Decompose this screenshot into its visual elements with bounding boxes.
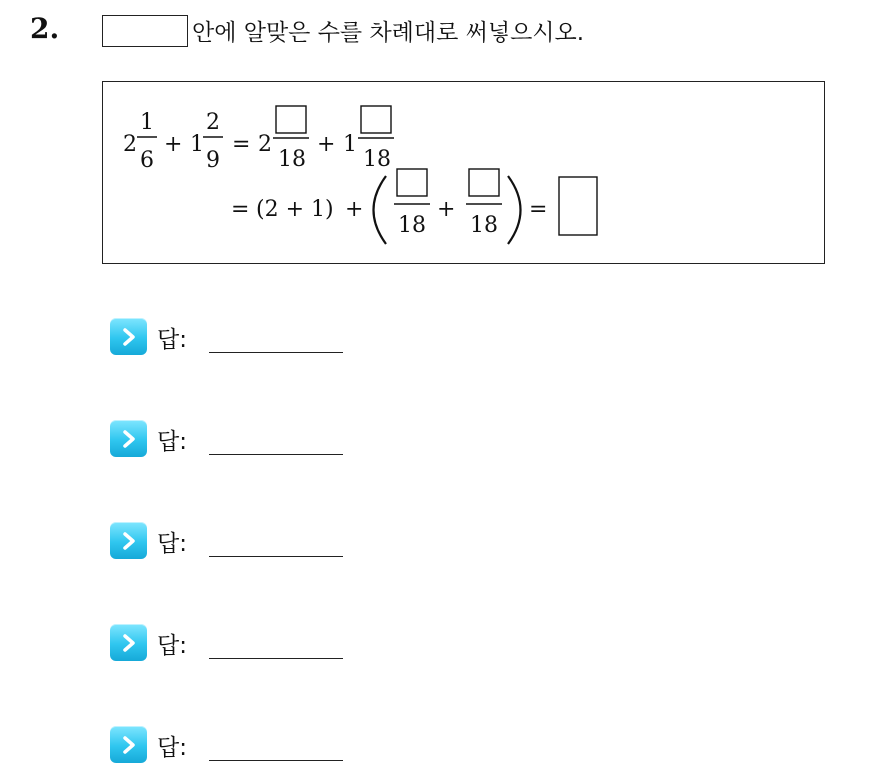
blank-numerator-2[interactable]	[361, 106, 391, 133]
answer-row	[110, 726, 343, 763]
answer-label: 답:	[157, 327, 187, 353]
chevron-right-icon	[110, 318, 147, 355]
frac2-denominator: 18	[470, 213, 498, 238]
answer-row	[110, 420, 343, 457]
blank-result-box[interactable]	[559, 177, 597, 235]
plus-sign-2: +	[317, 132, 336, 157]
instruction-text: 안에 알맞은 수를 차례대로 써넣으시오.	[192, 20, 585, 46]
answer-input-line[interactable]	[209, 658, 343, 659]
answer-label: 답:	[157, 633, 187, 659]
question-number: 2.	[30, 12, 60, 45]
math-expression	[103, 82, 826, 265]
mixed4-denominator: 18	[363, 147, 391, 172]
mixed2-numerator: 2	[206, 110, 220, 135]
mixed2-whole: 1	[190, 132, 204, 157]
mixed1-whole: 2	[123, 132, 137, 157]
answer-row	[110, 624, 343, 661]
plus-sign-1: +	[164, 132, 183, 157]
problem-box	[102, 81, 825, 264]
mixed3-denominator: 18	[278, 147, 306, 172]
instruction	[102, 14, 584, 47]
chevron-right-icon	[110, 420, 147, 457]
blank-numerator-3[interactable]	[397, 169, 427, 196]
instruction-blank-box	[102, 15, 188, 47]
answer-input-line[interactable]	[209, 556, 343, 557]
chevron-right-icon	[110, 522, 147, 559]
answer-input-line[interactable]	[209, 352, 343, 353]
mixed2-denominator: 9	[206, 148, 220, 173]
plus-sign-4: +	[437, 197, 456, 222]
mixed1-numerator: 1	[140, 110, 154, 135]
answer-input-line[interactable]	[209, 454, 343, 455]
blank-numerator-4[interactable]	[469, 169, 499, 196]
chevron-right-icon	[110, 726, 147, 763]
equals-sign-1: =	[232, 132, 251, 157]
frac1-denominator: 18	[398, 213, 426, 238]
left-paren	[374, 176, 387, 244]
answer-label: 답:	[157, 735, 187, 761]
mixed1-denominator: 6	[140, 148, 154, 173]
plus-sign-3: +	[345, 197, 364, 222]
answer-row	[110, 522, 343, 559]
right-paren	[508, 176, 521, 244]
equals-sign-2: =	[231, 197, 250, 222]
chevron-right-icon	[110, 624, 147, 661]
mixed4-whole: 1	[343, 132, 357, 157]
answer-row	[110, 318, 343, 355]
answer-label: 답:	[157, 531, 187, 557]
answer-input-line[interactable]	[209, 760, 343, 761]
answer-label: 답:	[157, 429, 187, 455]
blank-numerator-1[interactable]	[276, 106, 306, 133]
group-sum: (2 + 1)	[256, 197, 334, 222]
mixed3-whole: 2	[258, 132, 272, 157]
equals-sign-3: =	[529, 197, 548, 222]
